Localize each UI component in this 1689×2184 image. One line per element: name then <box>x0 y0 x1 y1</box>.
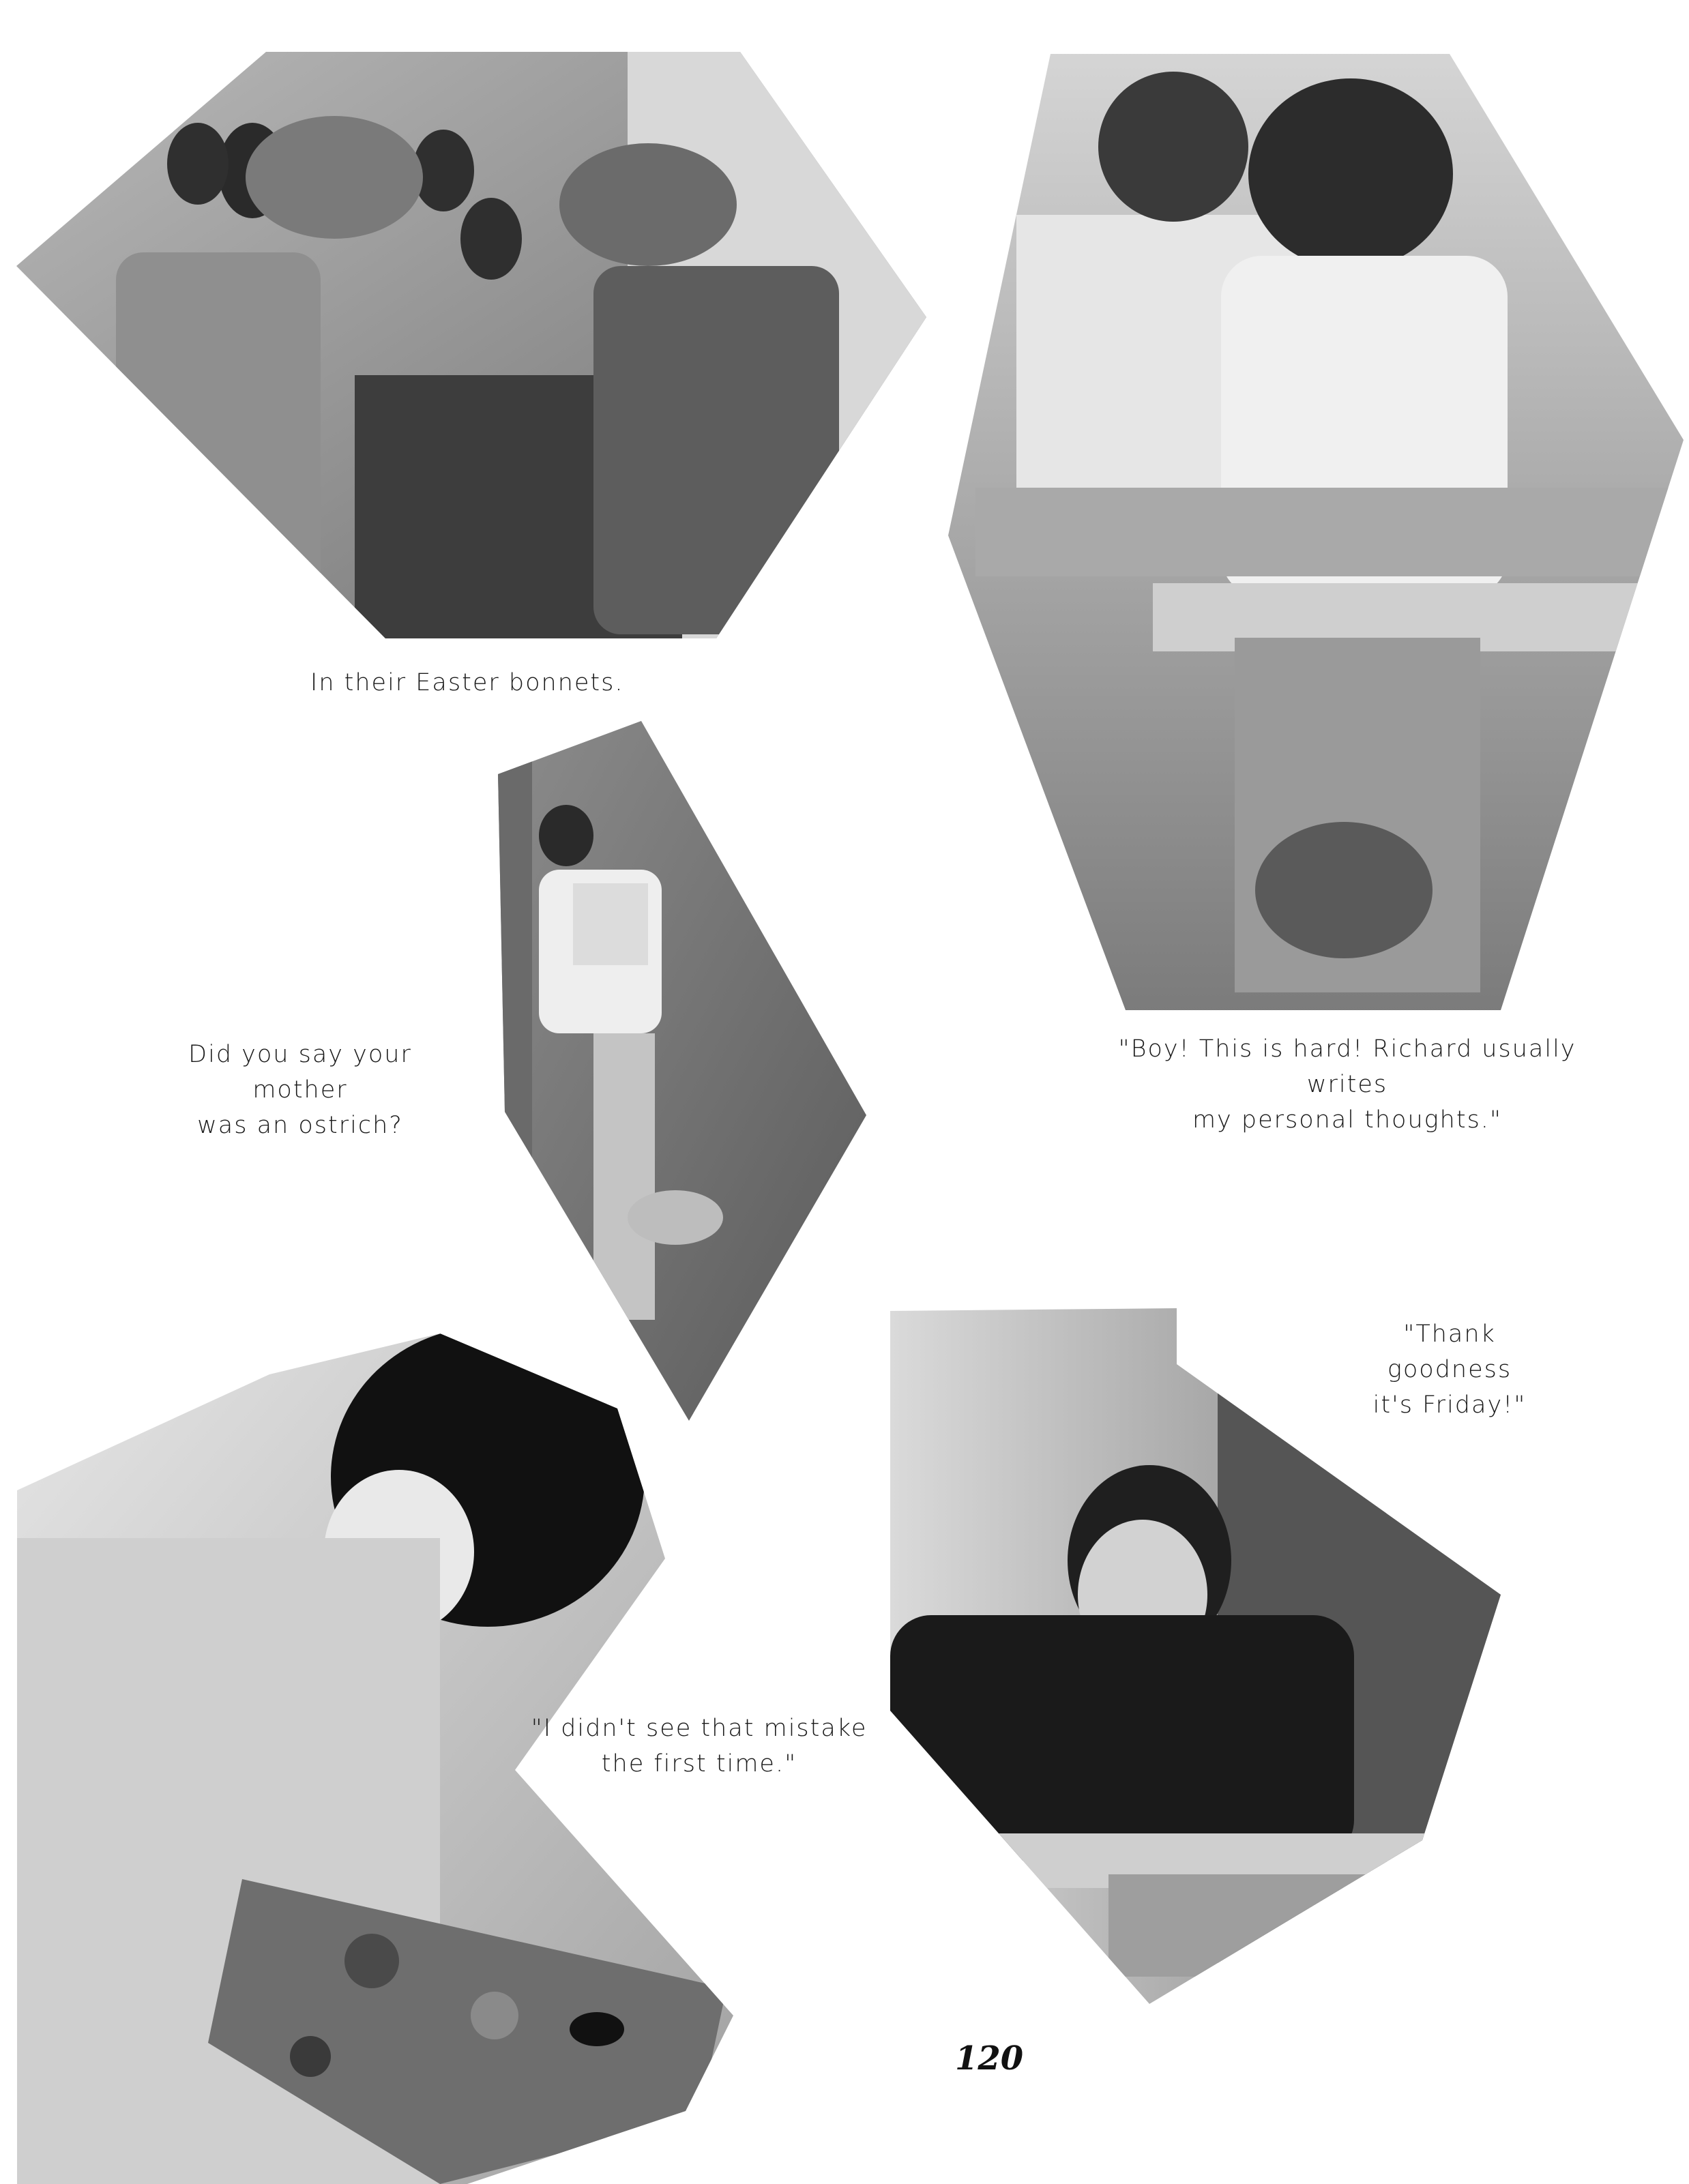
caption-welders <box>310 665 624 700</box>
caption-hard <box>1085 1031 1610 1138</box>
caption-line: Did you say your mother <box>188 1041 412 1104</box>
caption-line: "Boy! This is hard! Richard usually writes <box>1118 1035 1576 1098</box>
caption-line: my personal thoughts." <box>1192 1106 1503 1134</box>
photo-welders <box>14 48 928 641</box>
caption-line: it's Friday!" <box>1372 1391 1527 1419</box>
caption-mistake <box>529 1711 870 1782</box>
page-number: 120 <box>955 2039 1024 2078</box>
caption-line: was an ostrich? <box>197 1112 403 1139</box>
photo-student-writing <box>948 51 1685 1013</box>
caption-line: the first time." <box>601 1750 797 1777</box>
photo-ostrich-pose <box>491 720 866 1422</box>
caption-line: "I didn't see that mistake <box>531 1715 868 1742</box>
caption-friday <box>1337 1316 1562 1423</box>
caption-ostrich <box>140 1037 460 1143</box>
caption-line: "Thank goodness <box>1387 1320 1512 1383</box>
caption-line: In their Easter bonnets. <box>310 669 624 696</box>
